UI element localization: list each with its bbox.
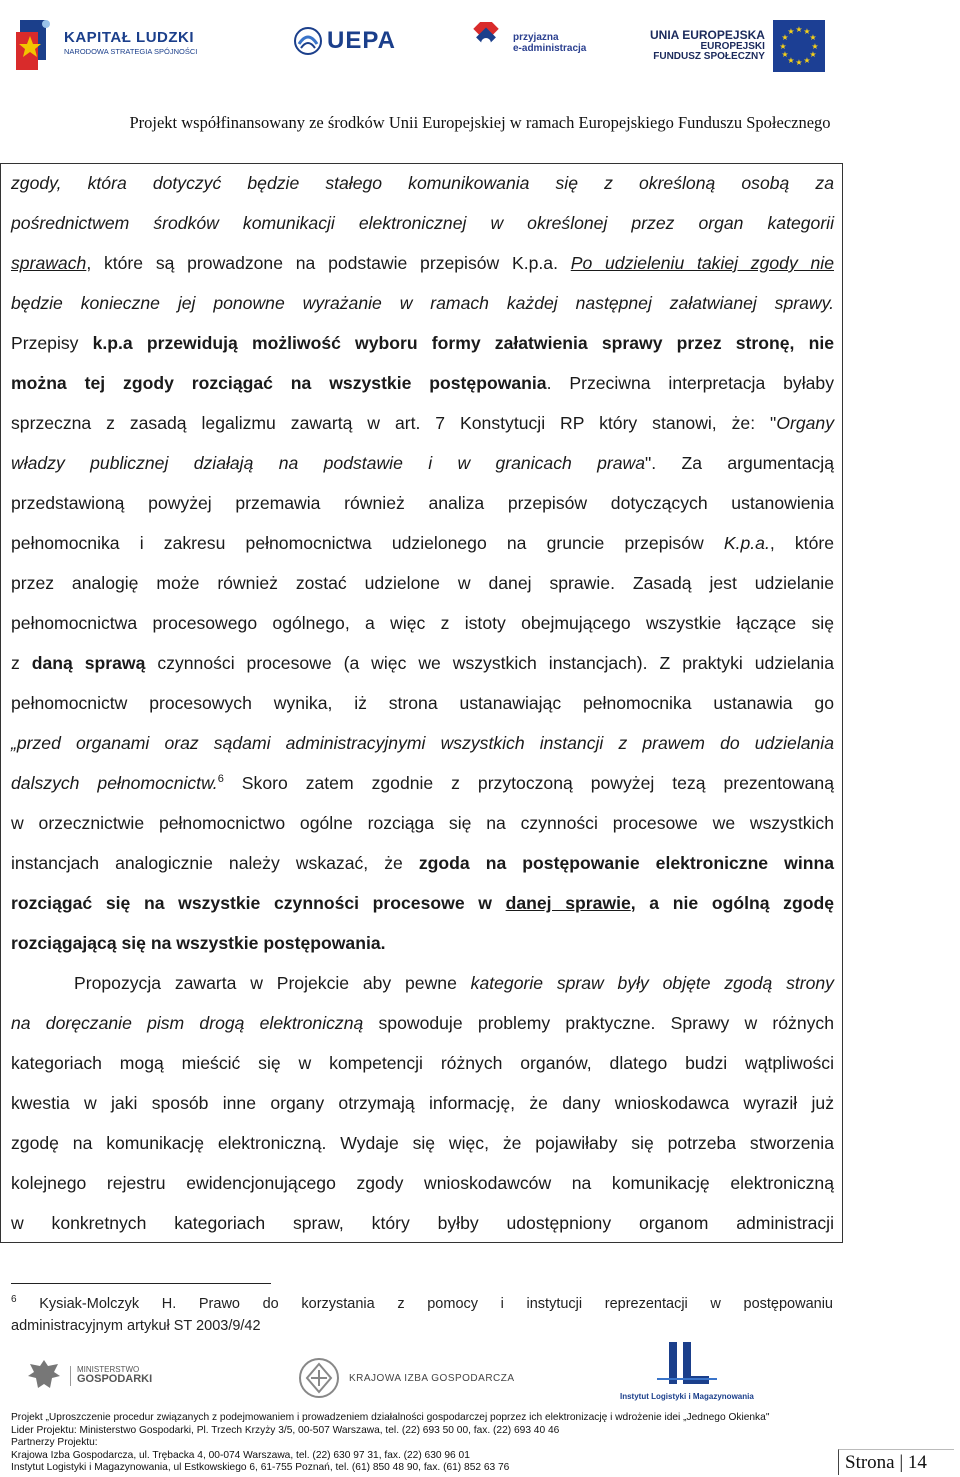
- uepa-logo: [293, 26, 396, 56]
- line: sprawach, które są prowadzone na podstawie przepisów K.p.a. Po udzieleniu takiej zgody nie: [11, 253, 834, 273]
- ministerstwo-gospodarki-logo: [24, 1356, 152, 1396]
- svg-text:★: ★: [787, 27, 795, 36]
- line: w orzecznictwie pełnomocnictwo ogólne rozciąga się na czynności procesowe we wszystkich: [11, 813, 834, 833]
- line: pełnomocnictwa procesowego ogólnego, a więc z istoty obejmującego wszystkie łączące się: [11, 613, 834, 633]
- kapital-ludzki-subtitle: NARODOWA STRATEGIA SPÓJNOŚCI: [64, 47, 198, 57]
- line: kwestia w jaki sposób inne organy otrzymają informację, że dany wnioskodawca wyraził już: [11, 1093, 834, 1113]
- footer-line2: Lider Projektu: Ministerstwo Gospodarki, Pl. Trzech Krzyży 3/5, 00-507 Warszawa, tel. (22) 693 50 00, fax. (22) 693 40 46: [11, 1424, 560, 1436]
- svg-text:★: ★: [809, 50, 817, 59]
- svg-text:★: ★: [795, 25, 803, 34]
- kapital-ludzki-logo: [16, 14, 197, 72]
- line: Propozycja zawarta w Projekcie aby pewne kategorie spraw były objęte zgodą strony: [74, 973, 834, 993]
- svg-text:★: ★: [795, 58, 803, 67]
- line: kategoriach mogą mieścić się w kompetencji różnych organów, dlatego budzi wątpliwości: [11, 1053, 834, 1073]
- line: w konkretnych kategoriach spraw, który byłby udostępniony organom administracji: [11, 1213, 834, 1233]
- line: przedstawioną powyżej przemawia również analiza przepisów dotyczących ustanowienia: [11, 493, 834, 513]
- project-cofinancing-line: Projekt współfinansowany ze środków Unii Europejskiej w ramach Europejskiego Funduszu Społecznego: [129, 113, 831, 132]
- line: z daną sprawą czynności procesowe (a więc we wszystkich instancjach). Z praktyki udzielania: [11, 653, 834, 673]
- document-footer: [11, 1412, 831, 1475]
- svg-text:★: ★: [787, 56, 795, 65]
- kig-title: KRAJOWA IZBA GOSPODARCZA: [349, 1372, 515, 1384]
- uepa-mark-icon: [293, 26, 323, 56]
- svg-text:★: ★: [811, 42, 819, 51]
- line: pełnomocnictw procesowych wynika, iż strona ustanawiając pełnomocnika ustanawia go: [11, 693, 834, 713]
- line: kolejnego rejestru ewidencjonującego zgody wnioskodawców na komunikację elektroniczną: [11, 1173, 834, 1193]
- line: można tej zgody rozciągać na wszystkie postępowania. Przeciwna interpretacja byłaby: [11, 373, 834, 393]
- line: instancjach analogicznie należy wskazać, że zgoda na postępowanie elektroniczne winna: [11, 853, 834, 873]
- footnote-ref[interactable]: 6: [217, 773, 224, 785]
- line: „przed organami oraz sądami administracyjnymi wszystkich instancji z prawem do udzielania: [11, 733, 834, 753]
- svg-text:★: ★: [803, 56, 811, 65]
- line: pośrednictwem środków komunikacji elektronicznej w określonej przez organ kategorii: [11, 213, 834, 233]
- svg-text:★: ★: [781, 50, 789, 59]
- line: władzy publicznej działają na podstawie i w granicach prawa". Za argumentacją: [11, 453, 834, 473]
- line: sprzeczna z zasadą legalizmu zawartą w art. 7 Konstytucji RP który stanowi, że: "Organy: [11, 413, 834, 433]
- ilim-logo: [620, 1338, 754, 1401]
- ue-line2: EUROPEJSKI: [700, 40, 765, 52]
- line: zgodę na komunikację elektroniczną. Wydaje się więc, że pojawiłaby się potrzeba stworzenia: [11, 1133, 834, 1153]
- footer-line3: Partnerzy Projektu:: [11, 1437, 98, 1449]
- line: zgody, która dotyczyć będzie stałego komunikowania się z określoną osobą za: [11, 173, 834, 193]
- header-logos: [10, 10, 950, 85]
- footnote: [11, 1293, 833, 1337]
- przyjazna-e-administracja-logo: [465, 22, 586, 64]
- eagle-icon: [24, 1356, 64, 1396]
- document-body: [11, 163, 834, 1243]
- kapital-ludzki-title: KAPITAŁ LUDZKI: [64, 29, 195, 47]
- kig-emblem-icon: [297, 1356, 341, 1400]
- kig-logo: [297, 1356, 515, 1400]
- mg-line1: MINISTERSTWO: [77, 1365, 140, 1375]
- svg-text:★: ★: [803, 27, 811, 36]
- ue-line3: FUNDUSZ SPOŁECZNY: [653, 51, 765, 63]
- line: dalszych pełnomocnictw.$^6$ Skoro zatem zgodnie z przytoczoną powyżej tezą prezentowaną: [11, 773, 834, 793]
- line: przez analogię może również zostać udzielone w danej sprawie. Zasadą jest udzielanie: [11, 573, 834, 593]
- eu-flag-icon: [773, 20, 825, 72]
- footnote-line2: administracyjnym artykuł ST 2003/9/42: [11, 1318, 261, 1334]
- page-number: Strona | 14: [838, 1449, 954, 1475]
- line: będzie konieczne jej ponowne wyrażanie w ramach każdej następnej załatwianej sprawy.: [11, 293, 834, 313]
- line: pełnomocnika i zakresu pełnomocnictwa udzielonego na gruncie przepisów K.p.a., które: [11, 533, 835, 553]
- svg-text:★: ★: [781, 33, 789, 42]
- line: Przepisy k.p.a przewidują możliwość wyboru formy załatwienia sprawy przez stronę, nie: [11, 333, 834, 353]
- ilim-title: Instytut Logistyki i Magazynowania: [620, 1392, 754, 1401]
- line: rozciągać się na wszystkie czynności procesowe w danej sprawie, a nie ogólną zgodę: [11, 893, 834, 913]
- footnote-line1: $^6$ Kysiak-Molczyk H. Prawo do korzystania z pomocy i instytucji reprezentacji w postępowaniu: [11, 1294, 833, 1312]
- partner-logos: [10, 1338, 950, 1410]
- uepa-title: UEPA: [327, 27, 396, 54]
- footnote-number: 6: [11, 1294, 17, 1305]
- footer-line5: Instytut Logistyki i Magazynowania, ul Estkowskiego 6, 61-755 Poznań, tel. (61) 850 48 90, fax. (61) 852 63 76: [11, 1462, 510, 1474]
- svg-text:★: ★: [809, 33, 817, 42]
- svg-text:★: ★: [779, 42, 787, 51]
- footer-line4: Krajowa Izba Gospodarcza, ul. Trębacka 4, 00-074 Warszawa, tel. (22) 630 97 31, fax. (22) 630 96 01: [11, 1449, 470, 1461]
- mg-line2: GOSPODARKI: [77, 1373, 153, 1386]
- footnote-separator: [11, 1283, 271, 1284]
- przyjazna-line2: e-administracja: [513, 43, 587, 54]
- footer-line1: Projekt „Uproszczenie procedur związanych z podejmowaniem i prowadzeniem działalności gospodarczej poprzez ich elektronizację i wdrożenie idei „Jednego Okienka": [11, 1412, 770, 1423]
- ilim-mark-icon: [647, 1338, 727, 1388]
- kapital-ludzki-mark-icon: [16, 14, 54, 72]
- unia-europejska-logo: [650, 20, 825, 72]
- line: rozciągającą się na wszystkie postępowania.: [11, 933, 386, 953]
- ue-line1: UNIA EUROPEJSKA: [650, 28, 765, 43]
- przyjazna-line1: przyjazna: [513, 32, 559, 43]
- puzzle-icon: [465, 22, 507, 64]
- line: na doręczanie pism drogą elektroniczną spowoduje problemy praktyczne. Sprawy w różnych: [11, 1013, 834, 1033]
